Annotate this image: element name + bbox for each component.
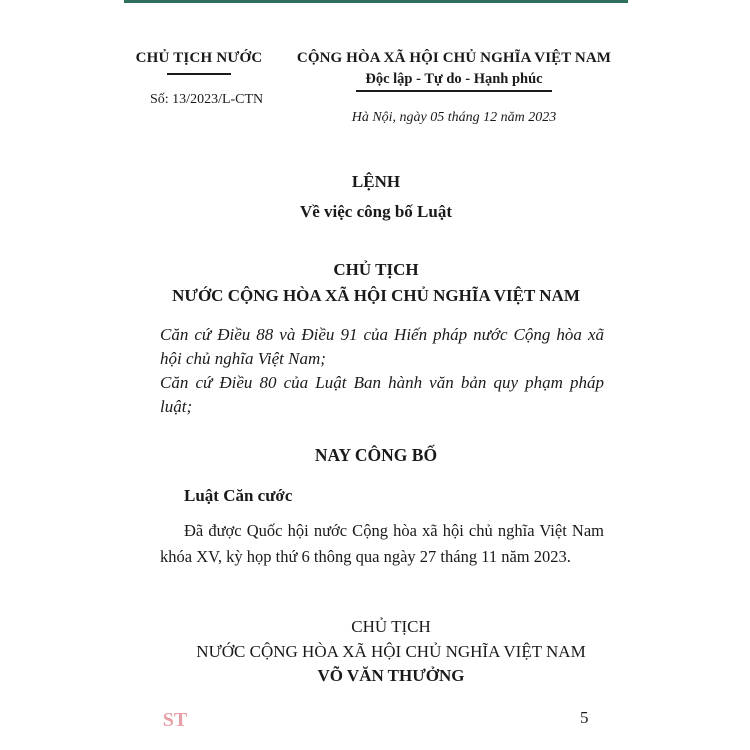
issuer-underline [167, 73, 231, 75]
document-page [124, 0, 628, 750]
document-type: LỆNH [351, 172, 401, 191]
motto-underline [356, 90, 552, 92]
signer-name: VÕ VĂN THƯỞNG [317, 666, 465, 685]
date-place: Hà Nội, ngày 05 tháng 12 năm 2023 [351, 110, 557, 125]
announcement: NAY CÔNG BỐ [314, 445, 438, 465]
publisher-logo-icon [162, 707, 188, 731]
signer-country: NƯỚC CỘNG HÒA XÃ HỘI CHỦ NGHĨA VIỆT NAM [196, 642, 586, 661]
country-name: CỘNG HÒA XÃ HỘI CHỦ NGHĨA VIỆT NAM [296, 50, 612, 66]
legal-basis-2: Căn cứ Điều 80 của Luật Ban hành văn bản quy phạm pháp luật; [160, 373, 604, 416]
document-number: Số: 13/2023/L-CTN [150, 92, 264, 107]
signer-title: CHỦ TỊCH [351, 617, 431, 636]
law-name: Luật Căn cước [184, 486, 293, 505]
national-motto: Độc lập - Tự do - Hạnh phúc [365, 71, 543, 87]
page-number: 5 [580, 708, 589, 727]
legal-basis-1: Căn cứ Điều 88 và Điều 91 của Hiến pháp nước Cộng hòa xã hội chủ nghĩa Việt Nam; [160, 325, 604, 368]
watermark-text: ST [162, 709, 188, 731]
document-subject: Về việc công bố Luật [299, 202, 453, 221]
top-rule [124, 0, 628, 3]
issuer-block [124, 50, 274, 75]
authority-country: NƯỚC CỘNG HÒA XÃ HỘI CHỦ NGHĨA VIỆT NAM [172, 286, 580, 305]
passed-statement: Đã được Quốc hội nước Cộng hòa xã hội chủ nghĩa Việt Nam khóa XV, kỳ họp thứ 6 thông qua ngày 27 tháng 11 năm 2023. [160, 521, 604, 566]
issuer: CHỦ TỊCH NƯỚC [135, 50, 263, 66]
authority-title: CHỦ TỊCH [333, 260, 419, 279]
national-header [290, 50, 618, 92]
